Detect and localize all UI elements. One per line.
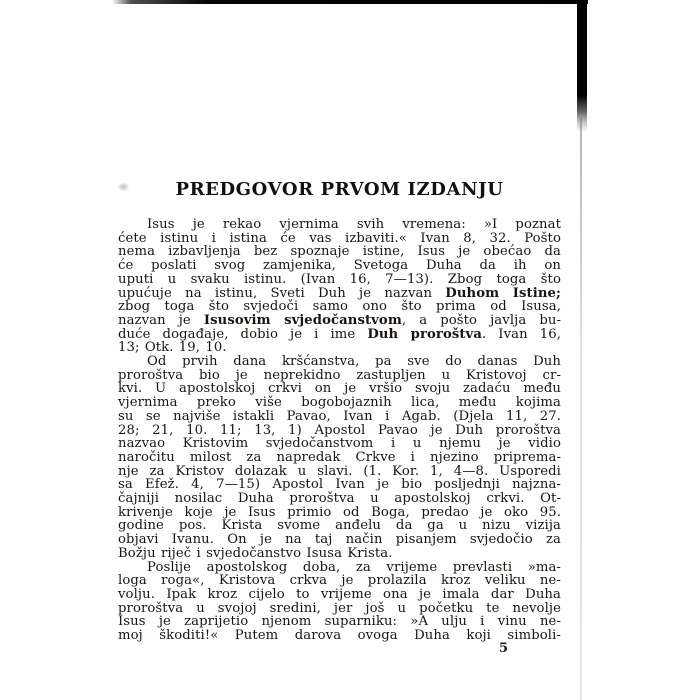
text-line — [118, 273, 561, 287]
text-line — [118, 410, 561, 424]
text-line — [118, 382, 561, 396]
text-segment: moj škoditi!« Putem darova ovoga Duha koji simboli- — [118, 628, 561, 644]
bold-text-segment: Duhom Istine; — [445, 285, 561, 301]
text-line — [118, 314, 561, 328]
text-segment: čajniji nosilac Duha proroštva u apostolskoj crkvi. Ot- — [118, 491, 561, 507]
text-segment: proroštva u svojoj sredini, jer još u početku te nevolje — [118, 600, 561, 616]
text-line — [118, 259, 561, 273]
text-line — [118, 588, 561, 602]
text-segment: će poslati svog zamjenika, Svetoga Duha da ih on — [118, 258, 561, 274]
text-segment: loga roga«, Kristova crkva je prolazila kroz veliku ne- — [118, 573, 561, 589]
text-segment: ćete istinu i istina će vas izbaviti.« Ivan 8, 32. Pošto — [118, 230, 561, 246]
text-segment: 13; Otk. 19, 10. — [118, 340, 227, 356]
text-segment: krivenje koje je Isus primio od Boga, predao je oko 95. — [118, 504, 561, 520]
text-line — [118, 232, 561, 246]
paragraph — [118, 355, 561, 561]
text-segment: nje za Kristov dolazak u slavi. (1. Kor. 1, 4—8. Usporedi — [118, 463, 561, 479]
page-body-text — [118, 218, 561, 643]
text-segment: objavi Ivanu. On je na taj način pisanjem svjedočio za — [118, 532, 561, 548]
text-line — [118, 341, 561, 355]
text-segment: vjernima preko više bogobojaznih lica, među kojima — [118, 395, 561, 411]
text-line — [118, 574, 561, 588]
text-segment: nazvan je — [118, 312, 204, 328]
text-line — [118, 629, 561, 643]
text-segment: su se najviše istakli Pavao, Ivan i Agab. (Djela 11, 27. — [118, 408, 561, 424]
text-line — [118, 424, 561, 438]
text-segment: uputi u svaku istinu. (Ivan 16, 7—13). Zbog toga što — [118, 271, 561, 287]
page-title: PREDGOVOR PRVOM IZDANJU — [175, 179, 504, 200]
text-line — [118, 396, 561, 410]
text-segment: sa Efež. 4, 7—15) Apostol Ivan je bio posljednji najzna- — [118, 477, 561, 493]
scan-spine-bar — [577, 0, 587, 132]
paragraph — [118, 561, 561, 643]
text-line — [118, 478, 561, 492]
text-line — [118, 506, 561, 520]
text-line — [118, 437, 561, 451]
text-segment: duće događaje, dobio je i ime — [118, 326, 368, 342]
scan-top-edge-line — [112, 0, 588, 4]
text-segment: volju. Ipak kroz cijelo to vrijeme ona je imala dar Duha — [118, 586, 561, 602]
text-line — [118, 369, 561, 383]
text-line — [118, 287, 561, 301]
text-line — [118, 519, 561, 533]
text-segment: . Ivan 16, — [481, 326, 561, 342]
text-line — [118, 492, 561, 506]
text-line — [118, 615, 561, 629]
text-line — [118, 602, 561, 616]
text-segment: , a pošto javlja bu- — [401, 312, 562, 328]
bold-text-segment: Duh proroštva — [367, 326, 482, 342]
page-number: 5 — [499, 641, 509, 656]
text-segment: 28; 21, 10. 11; 13, 1) Apostol Pavao je Duh proroštva — [118, 422, 561, 438]
text-segment: nazvao Kristovim svjedočanstvom i u njemu je vidio — [118, 436, 561, 452]
paragraph — [118, 218, 561, 355]
text-segment: Isus je zaprijetio njenom suparniku: »A ulju i vinu ne- — [118, 614, 561, 630]
text-segment: nema izbavljenja bez spoznaje istine, Isus je obećao da — [118, 244, 561, 260]
text-segment: godine pos. Krista svome anđelu da ga u nizu vizija — [118, 518, 561, 534]
text-line — [118, 218, 561, 232]
text-segment: kvi. U apostolskoj crkvi on je vršio svoju zadaću među — [118, 381, 561, 397]
text-line — [118, 451, 561, 465]
text-line — [118, 547, 561, 561]
text-line — [118, 355, 561, 369]
text-line — [118, 533, 561, 547]
scan-spine-faint-line — [580, 118, 582, 700]
bold-text-segment: Isusovim svjedočanstvom — [203, 312, 402, 328]
text-segment: zbog toga što svjedoči samo ono što prima od Isusa, — [118, 299, 561, 315]
text-segment: Poslije apostolskog doba, za vrijeme prevlasti »ma- — [147, 559, 561, 575]
text-line — [118, 561, 561, 575]
text-segment: Od prvih dana kršćanstva, pa sve do danas Duh — [147, 354, 561, 370]
text-segment: Isus je rekao vjernima svih vremena: »I poznat — [147, 217, 561, 232]
text-segment: proroštva bio je neprekidno zastupljen u Kristovoj cr- — [118, 367, 561, 383]
text-line — [118, 465, 561, 479]
text-segment: Božju riječ i svjedočanstvo Isusa Krista. — [118, 545, 393, 561]
text-segment: naročitu milost za napredak Crkve i njezino priprema- — [118, 449, 561, 465]
text-line — [118, 328, 561, 342]
text-segment: upućuje na istinu, Sveti Duh je nazvan — [118, 285, 446, 301]
text-column — [118, 179, 561, 643]
text-line — [118, 245, 561, 259]
text-line — [118, 300, 561, 314]
